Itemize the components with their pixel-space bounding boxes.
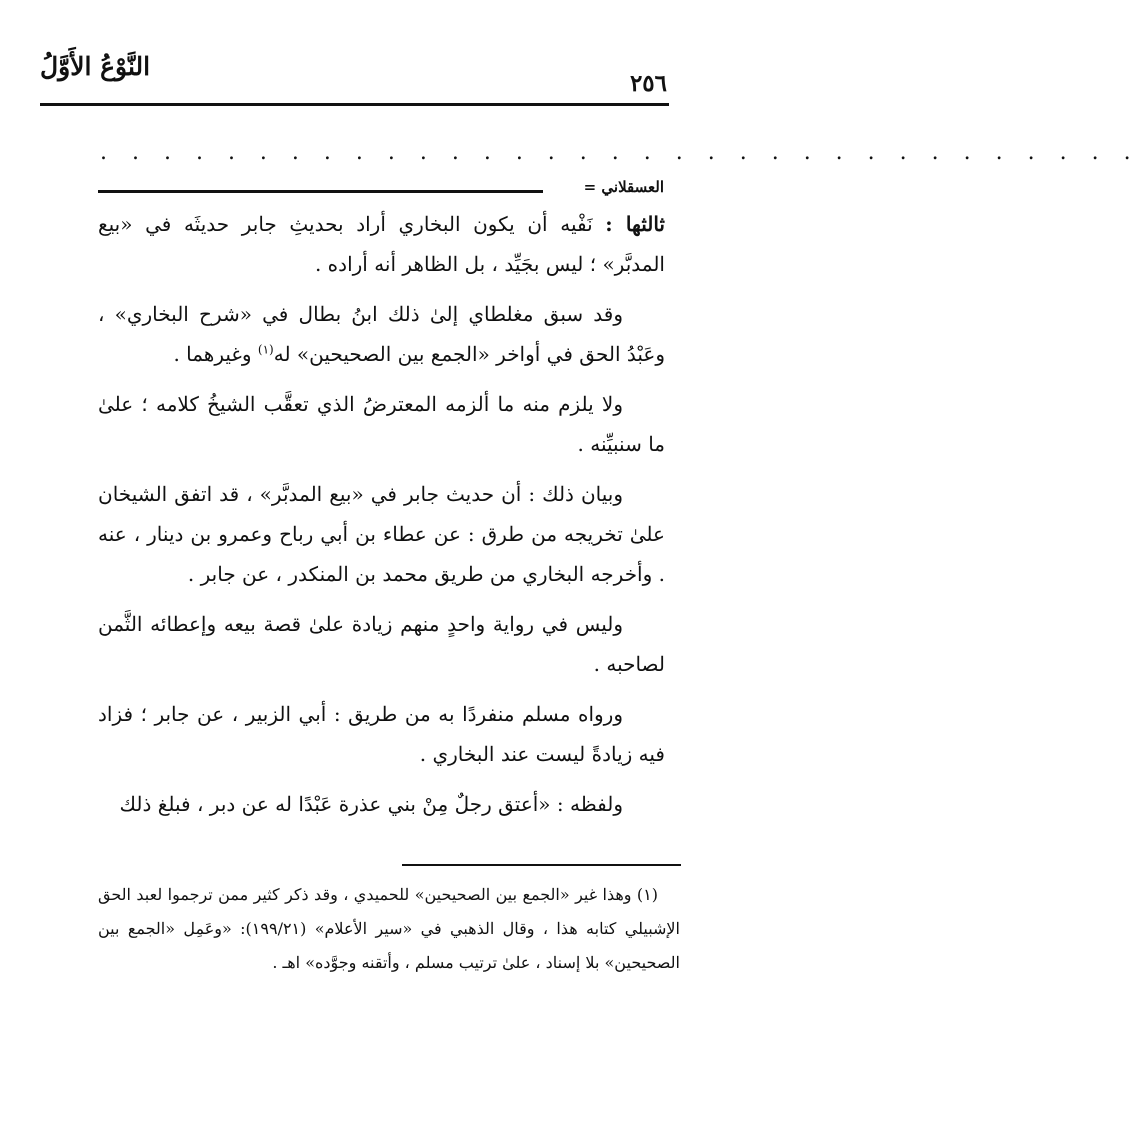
paragraph-4: وبيان ذلك : أن حديث جابر في «بيع المدبَّر» ، قد اتفق الشيخان علىٰ تخريجه من طرق : عن عطاء بن أبي رباح وعمرو بن دينار ، عنه . وأخرجه البخاري من طريق محمد بن المنكدر ، عن جابر . [98, 482, 665, 586]
footnote-text: (١) وهذا غير «الجمع بين الصحيحين» للحميدي ، وقد ذكر كثير ممن ترجموا لعبد الحق الإشبيلي كتابه هذا ، وقال الذهبي في «سير الأعلام» (١٩٩/٢١): «وعَمِل «الجمع بين الصحيحين» بلا إسناد ، علىٰ ترتيب مسلم ، وأتقنه وجوَّده» اهـ . [98, 885, 680, 972]
omission-dots: . . . . . . . . . . . . . . . . . . . . . . . . . . . . . . . . . [100, 140, 1140, 165]
header-rule [40, 103, 669, 106]
paragraph-7: ولفظه : «أعتق رجلٌ مِنْ بني عذرة عَبْدًا له عن دبر ، فبلغ ذلك [119, 792, 623, 816]
commentator-rule [98, 190, 543, 193]
main-text [98, 204, 665, 834]
running-title: النَّوْعُ الأَوَّلُ [40, 52, 151, 81]
footnote-rule [402, 864, 681, 866]
paragraph-lead: ثالثها : [605, 212, 665, 236]
paragraph-3: ولا يلزم منه ما ألزمه المعترضُ الذي تعقَّب الشيخُ كلامه ؛ علىٰ ما سنبيِّنه . [98, 392, 665, 456]
footnote [98, 878, 680, 980]
paragraph-6: ورواه مسلم منفردًا به من طريق : أبي الزبير ، عن جابر ؛ فزاد فيه زيادةً ليست عند البخاري . [98, 702, 665, 766]
footnote-marker[interactable]: (١) [257, 342, 274, 357]
paragraph-5: وليس في رواية واحدٍ منهم زيادة علىٰ قصة بيعه وإعطائه الثَّمن لصاحبه . [98, 612, 665, 676]
paragraph-1-text: نَفْيه أن يكون البخاري أراد بحديثِ جابر حديثَه في «بيع المدبَّر» ؛ ليس بجَيِّد ، بل الظاهر أنه أراده . [98, 212, 665, 276]
paragraph-1 [98, 204, 665, 284]
page-number: ٢٥٦ [629, 70, 667, 97]
paragraph-2 [98, 294, 665, 374]
commentator-label: العسقلاني = [583, 178, 664, 196]
paragraph-2-text-b: وغيرهما . [173, 342, 258, 366]
paragraph-2-text-a: وقد سبق مغلطاي إلىٰ ذلك ابنُ بطال في «شرح البخاري» ، وعَبْدُ الحق في أواخر «الجمع بين الصحيحين» له [98, 302, 665, 366]
